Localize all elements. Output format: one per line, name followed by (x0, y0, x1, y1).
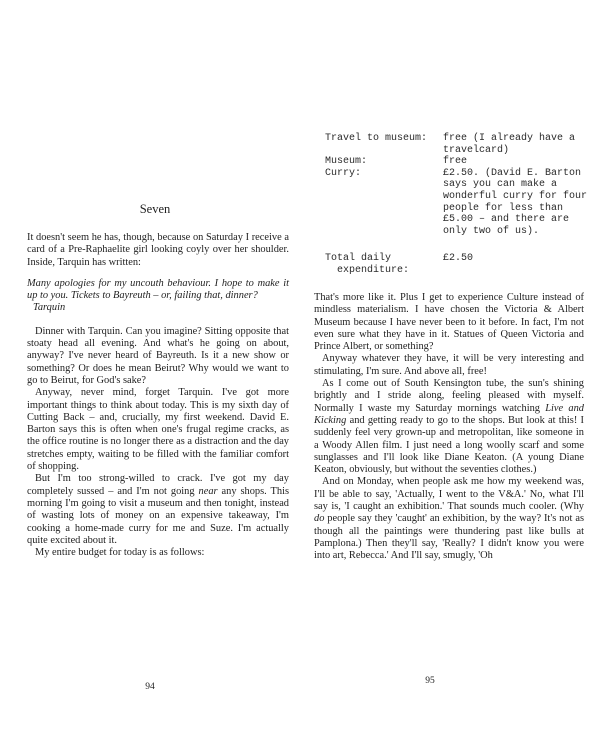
budget-total-row (325, 253, 595, 276)
paragraph: Anyway, never mind, forget Tarquin. I've got more important things to think about today. This is my sixth day of Cutting Back – and, crucially, my first weekend. David E. Barton says this is often when one's frugal regime cracks, as the office routine is no longer there as a distraction and the day stretches empty, waiting to be filled with the familiar comfort of shopping. (27, 387, 289, 473)
card-signature: Tarquin (33, 302, 66, 314)
page-number: 94 (145, 682, 155, 692)
paragraph: And on Monday, when people ask me how my weekend was, I'll be able to say, 'Actually, I went to the V&A.' No, what I'll say is, 'I caught an exhibition.' That sounds much cooler. (Why do people say they 'caught' an exhibition, by the way? It's not as though all the paintings were thundering past like bulls at Pamplona.) Then they'll say, 'Really? I didn't know you were into art, Rebecca.' And I'll say, smugly, 'Oh (314, 476, 584, 562)
budget-row (325, 133, 595, 156)
emphasis: do (314, 513, 325, 525)
emphasis: near (198, 485, 218, 497)
budget-value: free (443, 156, 468, 168)
right-page (300, 0, 600, 750)
budget-value: £2.50. (David E. Barton says you can make a wonderful curry for four people for less than £5.00 – and there are only two of us). (443, 167, 588, 237)
budget-label: Curry: (325, 167, 362, 179)
paragraph: Dinner with Tarquin. Can you imagine? Sitting opposite that stoaty head all evening. And what's he going on about, anyway? I've never heard of Bayreuth. Is it a new show or something? Or does he mean Beirut? Why would we want to go to Beirut, for God's sake? (27, 325, 289, 386)
paragraph: It doesn't seem he has, though, because on Saturday I receive a card of a Pre-Raphaelite girl looking coyly over her shoulder. Inside, Tarquin has written: (27, 232, 289, 268)
budget-label: Museum: (325, 156, 368, 168)
budget-row (325, 168, 595, 238)
left-page-body (27, 232, 289, 559)
right-page-body (314, 292, 584, 563)
budget-row (325, 156, 595, 168)
paragraph: As I come out of South Kensington tube, the sun's shining brightly and I stride along, feeling pleased with myself. Normally I waste my Saturday mornings watching Live and Kicking and getting ready to go to the shops. But look at this! I suddenly feel very grown-up and metropolitan, like someone in a Woody Allen film. I just need a long woolly scarf and some sunglasses and I'll look like Diane Keaton. (A young Diane Keaton, obviously, but without the seventies clothes.) (314, 378, 584, 476)
emphasis: Live and Kicking (314, 402, 584, 426)
budget-label: Travel to museum: (325, 133, 428, 144)
budget-total-value: £2.50 (443, 253, 474, 265)
paragraph: But I'm too strong-willed to crack. I've got my day completely sussed – and I'm not going near any shops. This morning I'm going to visit a museum and then tonight, instead of wasting lots of money on an expensive takeaway, I'm cooking a home-made curry for me and Suze. I'm actually quite excited about it. (27, 473, 289, 546)
budget-value: free (I already have a travelcard) (443, 133, 576, 156)
paragraph: Anyway whatever they have, it will be very interesting and stimulating, I'm sure. And above all, free! (314, 353, 584, 377)
budget-list (325, 133, 595, 277)
chapter-title: Seven (139, 202, 171, 216)
card-message-text: Many apologies for my uncouth behaviour. I hope to make it up to you. Tickets to Bayreuth – or, failing that, dinner? (27, 277, 289, 302)
card-message (27, 278, 289, 315)
paragraph: That's more like it. Plus I get to experience Culture instead of mindless materialism. I have chosen the Victoria & Albert Museum because I have never been to it before. In fact, I'm not even sure what they have in it. Statues of Queen Victoria and Prince Albert, or something? (314, 292, 584, 353)
paragraph: My entire budget for today is as follows: (35, 547, 205, 559)
page-number: 95 (425, 676, 435, 686)
budget-total-label: Total daily expenditure: (325, 253, 410, 276)
